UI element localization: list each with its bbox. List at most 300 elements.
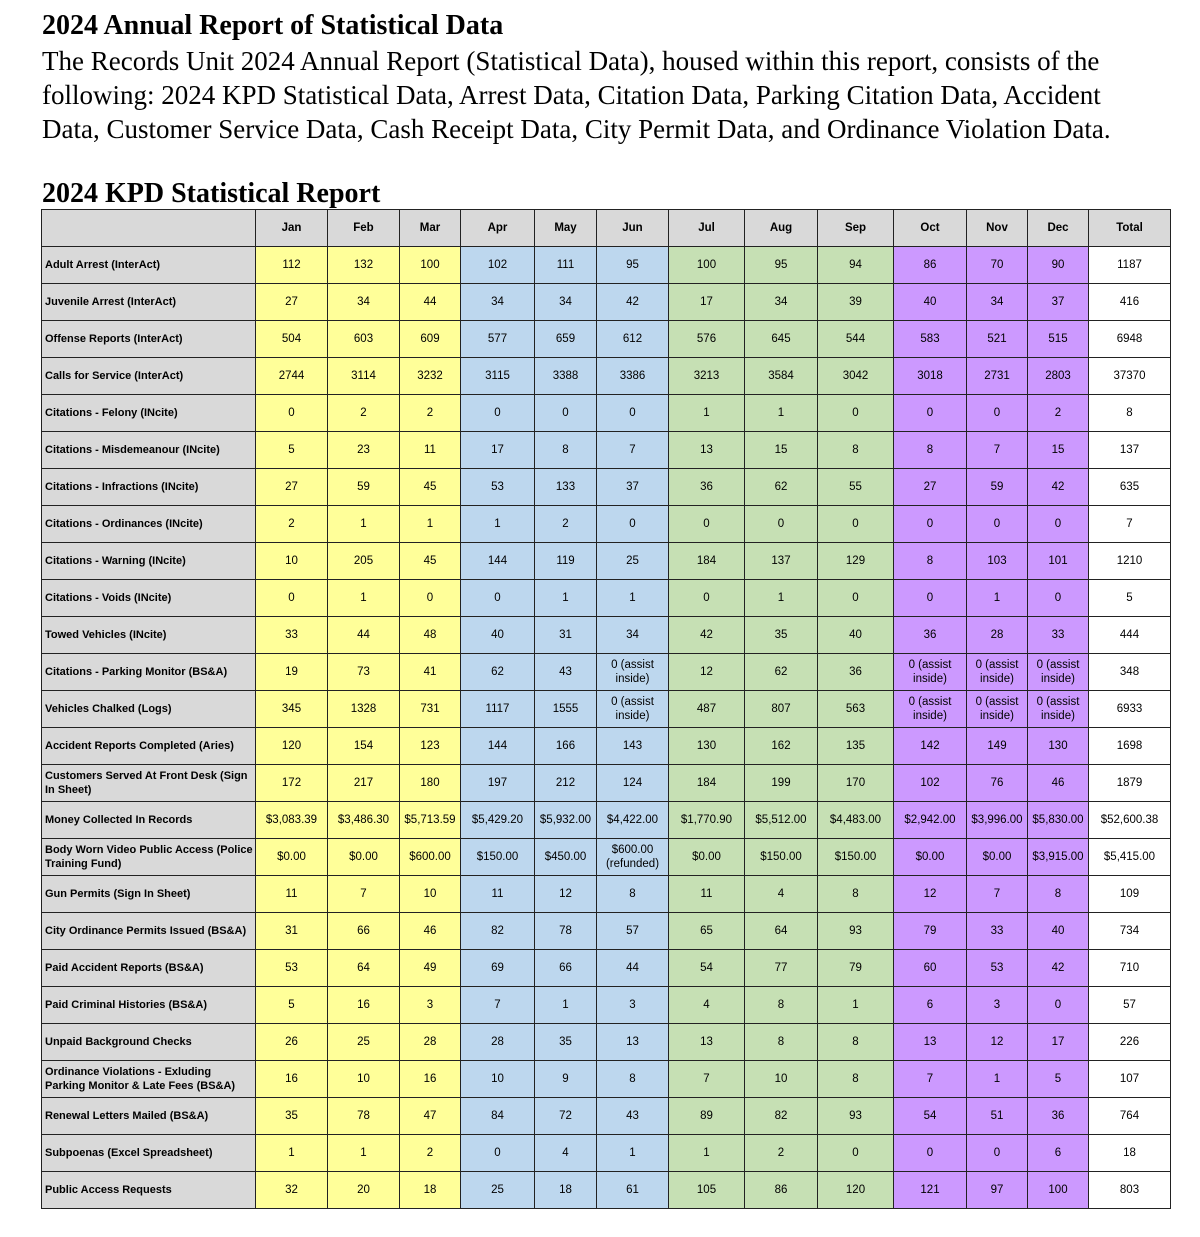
intro-paragraph	[42, 44, 1182, 146]
value-cell: 0 (assist inside)	[967, 691, 1028, 728]
value-cell: 544	[818, 321, 894, 358]
value-cell: 111	[535, 247, 597, 284]
value-cell: 19	[256, 654, 328, 691]
value-cell: 78	[535, 913, 597, 950]
value-cell: 2	[1028, 395, 1089, 432]
row-label: Ordinance Violations - Exluding Parking Monitor & Late Fees (BS&A)	[42, 1061, 256, 1098]
value-cell: 59	[967, 469, 1028, 506]
total-cell: 6948	[1089, 321, 1171, 358]
total-cell: 734	[1089, 913, 1171, 950]
value-cell: 42	[1028, 469, 1089, 506]
value-cell: 577	[461, 321, 535, 358]
value-cell: 609	[400, 321, 461, 358]
value-cell: 170	[818, 765, 894, 802]
value-cell: 25	[597, 543, 669, 580]
value-cell: 3213	[669, 358, 745, 395]
value-cell: 8	[894, 432, 967, 469]
value-cell: 0	[400, 580, 461, 617]
value-cell: 65	[669, 913, 745, 950]
value-cell: 76	[967, 765, 1028, 802]
value-cell: $4,422.00	[597, 802, 669, 839]
column-header-dec: Dec	[1028, 210, 1089, 247]
row-label: Citations - Misdemeanour (INcite)	[42, 432, 256, 469]
table-row	[42, 284, 1171, 321]
value-cell: 79	[894, 913, 967, 950]
value-cell: 73	[328, 654, 400, 691]
value-cell: 120	[818, 1172, 894, 1209]
value-cell: $3,996.00	[967, 802, 1028, 839]
value-cell: 603	[328, 321, 400, 358]
total-cell: 1187	[1089, 247, 1171, 284]
value-cell: 46	[1028, 765, 1089, 802]
value-cell: 33	[256, 617, 328, 654]
value-cell: 12	[535, 876, 597, 913]
value-cell: 5	[256, 987, 328, 1024]
value-cell: 2731	[967, 358, 1028, 395]
table-row	[42, 1024, 1171, 1061]
value-cell: 1	[328, 580, 400, 617]
value-cell: 645	[745, 321, 818, 358]
value-cell: $600.00	[400, 839, 461, 876]
value-cell: 2744	[256, 358, 328, 395]
value-cell: 1	[745, 395, 818, 432]
intro-line: following: 2024 KPD Statistical Data, Arrest Data, Citation Data, Parking Citation Data, Accident	[42, 80, 1101, 110]
value-cell: 0 (assist inside)	[1028, 654, 1089, 691]
value-cell: 8	[818, 876, 894, 913]
value-cell: 135	[818, 728, 894, 765]
value-cell: 102	[894, 765, 967, 802]
value-cell: 7	[597, 432, 669, 469]
row-label: Paid Criminal Histories (BS&A)	[42, 987, 256, 1024]
value-cell: 1	[535, 580, 597, 617]
total-cell: 137	[1089, 432, 1171, 469]
row-label: Customers Served At Front Desk (Sign In Sheet)	[42, 765, 256, 802]
value-cell: 0	[461, 1135, 535, 1172]
value-cell: 90	[1028, 247, 1089, 284]
value-cell: 2	[400, 395, 461, 432]
value-cell: 184	[669, 765, 745, 802]
value-cell: 40	[894, 284, 967, 321]
value-cell: 199	[745, 765, 818, 802]
value-cell: 0 (assist inside)	[894, 691, 967, 728]
value-cell: 13	[669, 432, 745, 469]
value-cell: 129	[818, 543, 894, 580]
total-cell: 226	[1089, 1024, 1171, 1061]
value-cell: 11	[669, 876, 745, 913]
value-cell: 72	[535, 1098, 597, 1135]
value-cell: 48	[400, 617, 461, 654]
total-cell: 8	[1089, 395, 1171, 432]
total-cell: 1698	[1089, 728, 1171, 765]
value-cell: 6	[894, 987, 967, 1024]
value-cell: 3114	[328, 358, 400, 395]
value-cell: 16	[256, 1061, 328, 1098]
value-cell: 36	[1028, 1098, 1089, 1135]
value-cell: 34	[745, 284, 818, 321]
value-cell: 197	[461, 765, 535, 802]
value-cell: 18	[535, 1172, 597, 1209]
value-cell: $150.00	[818, 839, 894, 876]
intro-line: The Records Unit 2024 Annual Report (Statistical Data), housed within this report, consists of the	[42, 46, 1100, 76]
table-row	[42, 395, 1171, 432]
value-cell: 10	[461, 1061, 535, 1098]
value-cell: 45	[400, 543, 461, 580]
total-cell: 416	[1089, 284, 1171, 321]
value-cell: 0	[967, 395, 1028, 432]
value-cell: $4,483.00	[818, 802, 894, 839]
value-cell: 17	[1028, 1024, 1089, 1061]
value-cell: 57	[597, 913, 669, 950]
row-label: Accident Reports Completed (Aries)	[42, 728, 256, 765]
value-cell: 3	[400, 987, 461, 1024]
table-row	[42, 432, 1171, 469]
value-cell: 1117	[461, 691, 535, 728]
row-label: Citations - Voids (INcite)	[42, 580, 256, 617]
table-row	[42, 247, 1171, 284]
value-cell: 62	[745, 654, 818, 691]
value-cell: $3,083.39	[256, 802, 328, 839]
value-cell: 345	[256, 691, 328, 728]
value-cell: 105	[669, 1172, 745, 1209]
row-label: Body Worn Video Public Access (Police Training Fund)	[42, 839, 256, 876]
value-cell: 8	[535, 432, 597, 469]
table-row	[42, 839, 1171, 876]
total-cell: 803	[1089, 1172, 1171, 1209]
value-cell: 60	[894, 950, 967, 987]
value-cell: 121	[894, 1172, 967, 1209]
value-cell: 77	[745, 950, 818, 987]
value-cell: 144	[461, 543, 535, 580]
table-row	[42, 1098, 1171, 1135]
value-cell: 7	[461, 987, 535, 1024]
value-cell: 3386	[597, 358, 669, 395]
value-cell: 0	[745, 506, 818, 543]
value-cell: 86	[894, 247, 967, 284]
value-cell: 13	[894, 1024, 967, 1061]
table-row	[42, 1135, 1171, 1172]
value-cell: 184	[669, 543, 745, 580]
value-cell: 172	[256, 765, 328, 802]
value-cell: 62	[745, 469, 818, 506]
value-cell: 8	[745, 987, 818, 1024]
row-label: Offense Reports (InterAct)	[42, 321, 256, 358]
value-cell: $450.00	[535, 839, 597, 876]
table-row	[42, 913, 1171, 950]
value-cell: 0 (assist inside)	[894, 654, 967, 691]
value-cell: 11	[461, 876, 535, 913]
value-cell: 659	[535, 321, 597, 358]
value-cell: $0.00	[328, 839, 400, 876]
value-cell: 144	[461, 728, 535, 765]
value-cell: 25	[461, 1172, 535, 1209]
value-cell: 166	[535, 728, 597, 765]
table-row	[42, 1172, 1171, 1209]
value-cell: 0	[1028, 987, 1089, 1024]
value-cell: 8	[1028, 876, 1089, 913]
value-cell: 10	[400, 876, 461, 913]
value-cell: 120	[256, 728, 328, 765]
value-cell: 100	[669, 247, 745, 284]
value-cell: 1	[967, 1061, 1028, 1098]
value-cell: 0	[256, 395, 328, 432]
page-title: 2024 Annual Report of Statistical Data	[42, 10, 504, 41]
value-cell: 101	[1028, 543, 1089, 580]
value-cell: $0.00	[894, 839, 967, 876]
value-cell: 154	[328, 728, 400, 765]
value-cell: 0	[894, 506, 967, 543]
column-header-apr: Apr	[461, 210, 535, 247]
column-header-sep: Sep	[818, 210, 894, 247]
value-cell: 8	[818, 432, 894, 469]
value-cell: 42	[1028, 950, 1089, 987]
value-cell: 20	[328, 1172, 400, 1209]
value-cell: 7	[967, 432, 1028, 469]
value-cell: 0	[597, 506, 669, 543]
value-cell: 44	[328, 617, 400, 654]
value-cell: 0	[818, 1135, 894, 1172]
value-cell: 12	[894, 876, 967, 913]
value-cell: 15	[745, 432, 818, 469]
value-cell: 0	[894, 580, 967, 617]
value-cell: 7	[669, 1061, 745, 1098]
value-cell: 47	[400, 1098, 461, 1135]
value-cell: 0	[256, 580, 328, 617]
value-cell: 119	[535, 543, 597, 580]
value-cell: $150.00	[745, 839, 818, 876]
value-cell: 0	[669, 506, 745, 543]
value-cell: 8	[818, 1061, 894, 1098]
value-cell: $2,942.00	[894, 802, 967, 839]
value-cell: 95	[597, 247, 669, 284]
value-cell: $3,486.30	[328, 802, 400, 839]
value-cell: 0	[535, 395, 597, 432]
value-cell: 31	[256, 913, 328, 950]
value-cell: 6	[1028, 1135, 1089, 1172]
value-cell: 7	[328, 876, 400, 913]
value-cell: 1	[669, 1135, 745, 1172]
column-header-mar: Mar	[400, 210, 461, 247]
value-cell: 112	[256, 247, 328, 284]
value-cell: 3042	[818, 358, 894, 395]
value-cell: 86	[745, 1172, 818, 1209]
table-row	[42, 469, 1171, 506]
value-cell: 0	[818, 580, 894, 617]
value-cell: 36	[894, 617, 967, 654]
value-cell: 1	[818, 987, 894, 1024]
value-cell: $0.00	[669, 839, 745, 876]
value-cell: 0	[1028, 580, 1089, 617]
value-cell: 2	[328, 395, 400, 432]
value-cell: 36	[818, 654, 894, 691]
value-cell: 487	[669, 691, 745, 728]
row-label: Public Access Requests	[42, 1172, 256, 1209]
column-header-may: May	[535, 210, 597, 247]
row-label: Subpoenas (Excel Spreadsheet)	[42, 1135, 256, 1172]
value-cell: 26	[256, 1024, 328, 1061]
value-cell: 8	[745, 1024, 818, 1061]
value-cell: 32	[256, 1172, 328, 1209]
value-cell: 44	[400, 284, 461, 321]
value-cell: 205	[328, 543, 400, 580]
value-cell: 18	[400, 1172, 461, 1209]
value-cell: 212	[535, 765, 597, 802]
value-cell: 42	[669, 617, 745, 654]
value-cell: 44	[597, 950, 669, 987]
value-cell: 54	[894, 1098, 967, 1135]
table-row	[42, 987, 1171, 1024]
value-cell: 97	[967, 1172, 1028, 1209]
value-cell: 124	[597, 765, 669, 802]
row-label: Citations - Warning (INcite)	[42, 543, 256, 580]
total-cell: $52,600.38	[1089, 802, 1171, 839]
column-header-aug: Aug	[745, 210, 818, 247]
value-cell: 27	[894, 469, 967, 506]
value-cell: 7	[894, 1061, 967, 1098]
value-cell: 504	[256, 321, 328, 358]
value-cell: 4	[745, 876, 818, 913]
row-label: City Ordinance Permits Issued (BS&A)	[42, 913, 256, 950]
value-cell: 563	[818, 691, 894, 728]
value-cell: 731	[400, 691, 461, 728]
total-cell: 57	[1089, 987, 1171, 1024]
total-cell: 635	[1089, 469, 1171, 506]
value-cell: 3584	[745, 358, 818, 395]
total-cell: 109	[1089, 876, 1171, 913]
value-cell: 43	[597, 1098, 669, 1135]
value-cell: 217	[328, 765, 400, 802]
value-cell: 82	[745, 1098, 818, 1135]
row-label: Gun Permits (Sign In Sheet)	[42, 876, 256, 913]
value-cell: 130	[669, 728, 745, 765]
value-cell: 521	[967, 321, 1028, 358]
value-cell: 0 (assist inside)	[597, 654, 669, 691]
value-cell: 4	[669, 987, 745, 1024]
value-cell: 5	[1028, 1061, 1089, 1098]
value-cell: 94	[818, 247, 894, 284]
total-cell: 764	[1089, 1098, 1171, 1135]
value-cell: 55	[818, 469, 894, 506]
value-cell: $0.00	[256, 839, 328, 876]
column-header-feb: Feb	[328, 210, 400, 247]
value-cell: 95	[745, 247, 818, 284]
value-cell: 40	[1028, 913, 1089, 950]
value-cell: 180	[400, 765, 461, 802]
value-cell: 69	[461, 950, 535, 987]
value-cell: 807	[745, 691, 818, 728]
value-cell: 78	[328, 1098, 400, 1135]
value-cell: 11	[400, 432, 461, 469]
table-row	[42, 654, 1171, 691]
table-row	[42, 617, 1171, 654]
value-cell: 0	[461, 580, 535, 617]
value-cell: 100	[400, 247, 461, 284]
row-label: Paid Accident Reports (BS&A)	[42, 950, 256, 987]
value-cell: 0	[894, 395, 967, 432]
value-cell: 0	[461, 395, 535, 432]
value-cell: 35	[535, 1024, 597, 1061]
value-cell: 17	[669, 284, 745, 321]
column-header-jan: Jan	[256, 210, 328, 247]
value-cell: 79	[818, 950, 894, 987]
value-cell: 0	[967, 1135, 1028, 1172]
intro-line: Data, Customer Service Data, Cash Receipt Data, City Permit Data, and Ordinance Violation Data.	[42, 114, 1111, 144]
value-cell: 17	[461, 432, 535, 469]
row-label: Citations - Ordinances (INcite)	[42, 506, 256, 543]
value-cell: 130	[1028, 728, 1089, 765]
value-cell: 3232	[400, 358, 461, 395]
row-label: Renewal Letters Mailed (BS&A)	[42, 1098, 256, 1135]
value-cell: $5,713.59	[400, 802, 461, 839]
value-cell: 40	[461, 617, 535, 654]
total-cell: 7	[1089, 506, 1171, 543]
value-cell: 10	[256, 543, 328, 580]
total-cell: 348	[1089, 654, 1171, 691]
table-row	[42, 950, 1171, 987]
value-cell: 54	[669, 950, 745, 987]
total-cell: 1879	[1089, 765, 1171, 802]
table-row	[42, 321, 1171, 358]
value-cell: 8	[894, 543, 967, 580]
value-cell: 0	[818, 506, 894, 543]
value-cell: 34	[328, 284, 400, 321]
value-cell: 2803	[1028, 358, 1089, 395]
value-cell: 1555	[535, 691, 597, 728]
row-label: Vehicles Chalked (Logs)	[42, 691, 256, 728]
value-cell: 49	[400, 950, 461, 987]
value-cell: $150.00	[461, 839, 535, 876]
value-cell: 51	[967, 1098, 1028, 1135]
total-cell: 107	[1089, 1061, 1171, 1098]
value-cell: 37	[597, 469, 669, 506]
value-cell: 2	[535, 506, 597, 543]
table-row	[42, 1061, 1171, 1098]
value-cell: 61	[597, 1172, 669, 1209]
value-cell: 0	[597, 395, 669, 432]
value-cell: 149	[967, 728, 1028, 765]
table-row	[42, 506, 1171, 543]
value-cell: 70	[967, 247, 1028, 284]
value-cell: 28	[400, 1024, 461, 1061]
value-cell: 3	[597, 987, 669, 1024]
value-cell: 53	[461, 469, 535, 506]
table-row	[42, 728, 1171, 765]
column-header-total: Total	[1089, 210, 1171, 247]
row-label: Citations - Parking Monitor (BS&A)	[42, 654, 256, 691]
value-cell: 93	[818, 913, 894, 950]
column-header-nov: Nov	[967, 210, 1028, 247]
value-cell: 576	[669, 321, 745, 358]
table-row	[42, 802, 1171, 839]
value-cell: 42	[597, 284, 669, 321]
table-header-row	[42, 210, 1171, 247]
value-cell: 0	[818, 395, 894, 432]
value-cell: 9	[535, 1061, 597, 1098]
value-cell: 1	[967, 580, 1028, 617]
table-row	[42, 543, 1171, 580]
value-cell: 1	[535, 987, 597, 1024]
value-cell: 66	[328, 913, 400, 950]
value-cell: $1,770.90	[669, 802, 745, 839]
total-cell: 18	[1089, 1135, 1171, 1172]
row-label: Citations - Felony (INcite)	[42, 395, 256, 432]
total-cell: 37370	[1089, 358, 1171, 395]
value-cell: 28	[967, 617, 1028, 654]
value-cell: 3018	[894, 358, 967, 395]
value-cell: 53	[967, 950, 1028, 987]
value-cell: 8	[818, 1024, 894, 1061]
value-cell: $5,512.00	[745, 802, 818, 839]
value-cell: 3	[967, 987, 1028, 1024]
